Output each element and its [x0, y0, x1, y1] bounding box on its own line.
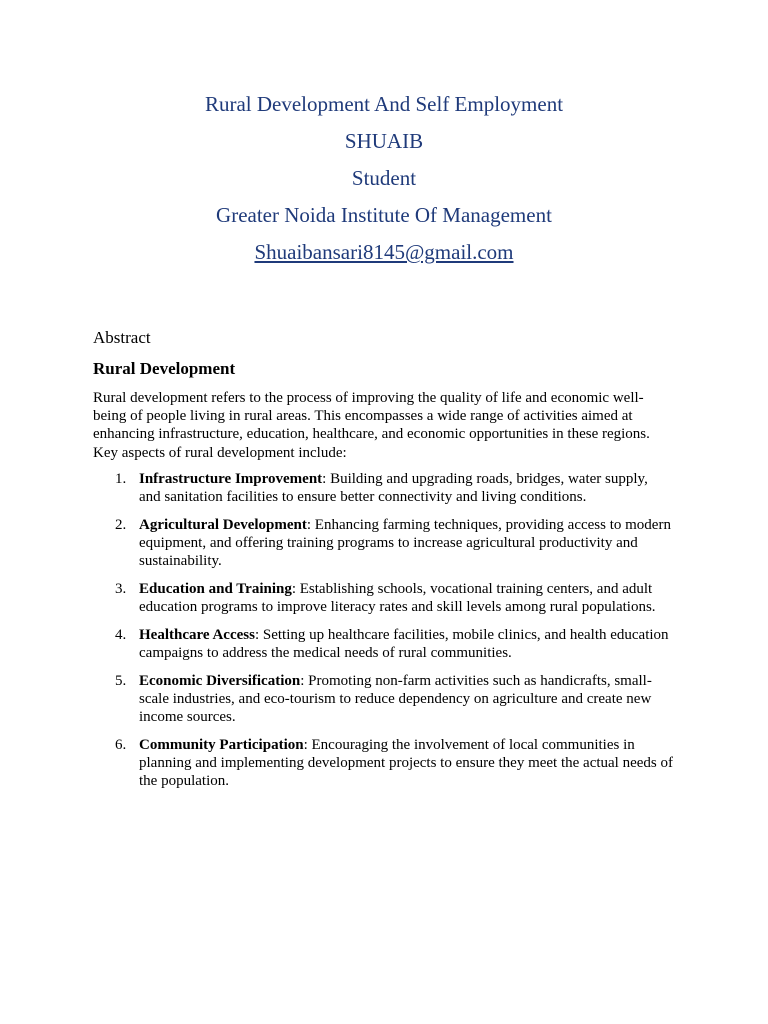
list-item-number: 6.: [115, 736, 127, 753]
list-item-text: : Establishing schools, vocational training centers, and adult education programs to improve literacy rates and skill levels among rural populations.: [139, 580, 656, 616]
list-item: [93, 580, 673, 616]
title-block: [0, 86, 768, 271]
intro-paragraph: Rural development refers to the process of improving the quality of life and economic well-being of people living in rural areas. This encompasses a wide range of activities aimed at enhancing infrastructure, education, healthcare, and economic opportunities in these regions. Key aspects of rural development include:: [93, 390, 650, 461]
document-body: [93, 326, 673, 800]
section-heading: Rural Development: [93, 359, 236, 378]
list-item-number: 3.: [115, 580, 127, 597]
list-item-number: 4.: [115, 626, 127, 643]
key-aspects-list: [93, 470, 673, 791]
list-item-term: Education and Training: [139, 580, 292, 597]
author-role: Student: [351, 166, 417, 190]
list-item-term: Infrastructure Improvement: [139, 470, 323, 487]
list-item-term: Economic Diversification: [139, 672, 301, 689]
list-item: [93, 736, 673, 791]
list-item-term: Agricultural Development: [139, 516, 307, 533]
list-item-text: : Enhancing farming techniques, providing access to modern equipment, and offering training programs to increase agricultural productivity and sustainability.: [139, 516, 671, 570]
list-item-term: Community Participation: [139, 736, 304, 753]
list-item-text: : Building and upgrading roads, bridges, water supply, and sanitation facilities to ensure better connectivity and living conditions.: [139, 470, 648, 506]
list-item-text: : Setting up healthcare facilities, mobile clinics, and health education campaigns to address the medical needs of rural communities.: [139, 626, 669, 661]
list-item-number: 2.: [115, 516, 127, 533]
list-item-term: Healthcare Access: [139, 626, 255, 643]
list-item: [93, 672, 673, 727]
author-email-link[interactable]: Shuaibansari8145@gmail.com: [254, 240, 514, 264]
list-item: [93, 470, 673, 506]
list-item-text: : Promoting non-farm activities such as handicrafts, small-scale industries, and eco-tourism to reduce dependency on agriculture and create new income sources.: [139, 672, 652, 726]
list-item-text: : Encouraging the involvement of local communities in planning and implementing development projects to ensure they meet the actual needs of the population.: [139, 736, 674, 790]
author-name: SHUAIB: [344, 129, 424, 153]
list-item-number: 5.: [115, 672, 127, 689]
list-item: [93, 516, 673, 571]
paper-title: Rural Development And Self Employment: [204, 92, 564, 116]
author-institution: Greater Noida Institute Of Management: [216, 203, 552, 227]
abstract-label: Abstract: [93, 328, 151, 347]
list-item-number: 1.: [115, 470, 127, 487]
list-item: [93, 626, 673, 662]
